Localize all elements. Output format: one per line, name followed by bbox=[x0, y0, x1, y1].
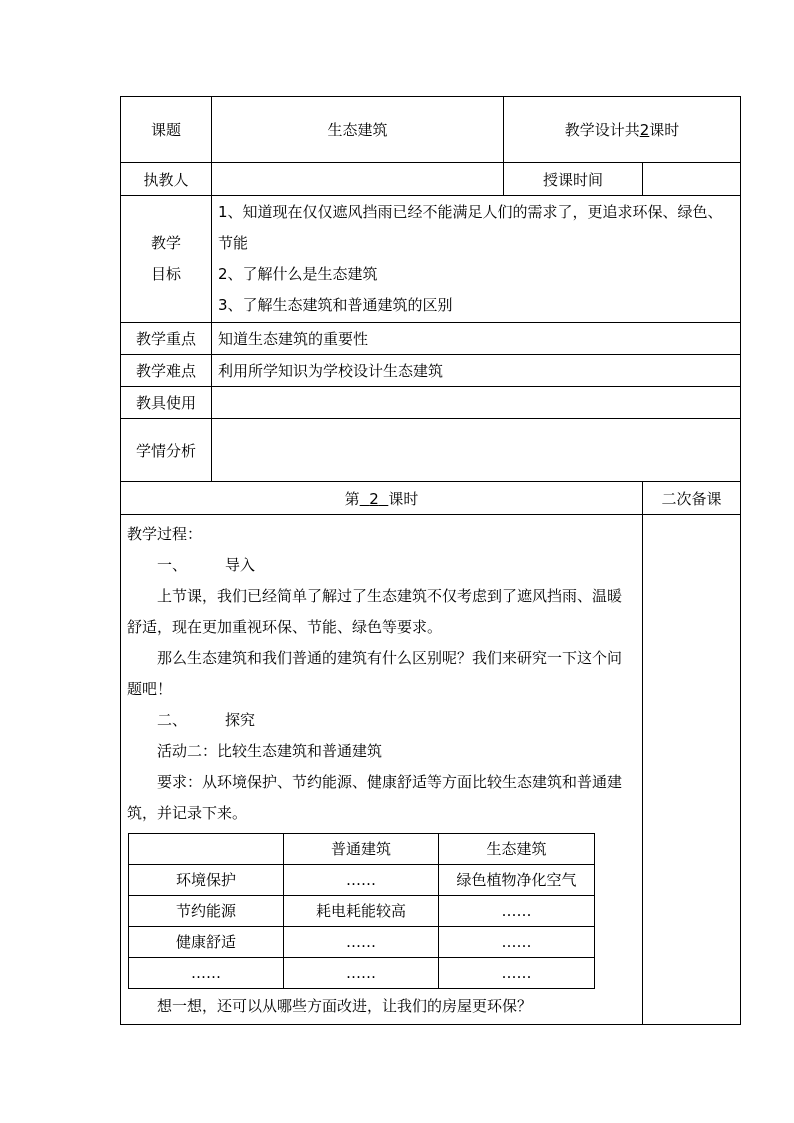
table-cell: 耗电耗能较高 bbox=[284, 896, 439, 927]
topic-row bbox=[121, 97, 741, 163]
teacher-label: 执教人 bbox=[121, 163, 212, 196]
analysis-value bbox=[212, 419, 741, 482]
lesson-prefix: 第 bbox=[344, 489, 360, 508]
goals-row bbox=[121, 196, 741, 323]
table-cell: 节约能源 bbox=[129, 896, 284, 927]
goals-label bbox=[121, 196, 212, 323]
goal-item: 3、了解生态建筑和普通建筑的区别 bbox=[218, 296, 453, 314]
second-prep-notes bbox=[643, 515, 741, 1025]
period-suffix: 课时 bbox=[649, 121, 680, 139]
difficulty-label: 教学难点 bbox=[121, 355, 212, 387]
table-row bbox=[129, 958, 595, 989]
key-point-row bbox=[121, 323, 741, 355]
time-value bbox=[643, 163, 741, 196]
section-number: 二、 bbox=[157, 711, 188, 729]
goals-label-line2: 目标 bbox=[150, 265, 181, 283]
goals-content bbox=[212, 196, 741, 323]
second-prep-header: 二次备课 bbox=[643, 482, 741, 515]
table-cell: …… bbox=[284, 865, 439, 896]
section-explore bbox=[127, 705, 636, 736]
tools-row bbox=[121, 387, 741, 419]
topic-label: 课题 bbox=[121, 97, 212, 163]
comparison-header-row bbox=[129, 834, 595, 865]
teacher-row bbox=[121, 163, 741, 196]
comparison-header bbox=[129, 834, 284, 865]
table-cell: 健康舒适 bbox=[129, 927, 284, 958]
analysis-label: 学情分析 bbox=[121, 419, 212, 482]
goal-item: 1、知道现在仅仅遮风挡雨已经不能满足人们的需求了，更追求环保、绿色、节能 bbox=[218, 203, 723, 252]
table-cell: …… bbox=[439, 896, 595, 927]
goals-label-line1: 教学 bbox=[150, 234, 181, 252]
section-title: 导入 bbox=[225, 556, 256, 574]
difficulty-row bbox=[121, 355, 741, 387]
comparison-header: 生态建筑 bbox=[439, 834, 595, 865]
key-point-label: 教学重点 bbox=[121, 323, 212, 355]
table-cell: 绿色植物净化空气 bbox=[439, 865, 595, 896]
teaching-process bbox=[121, 515, 643, 1025]
lesson-plan-table bbox=[120, 96, 741, 1025]
table-row bbox=[129, 896, 595, 927]
table-row bbox=[129, 865, 595, 896]
goal-item: 2、了解什么是生态建筑 bbox=[218, 265, 378, 283]
tools-value bbox=[212, 387, 741, 419]
tools-label: 教具使用 bbox=[121, 387, 212, 419]
table-cell: 环境保护 bbox=[129, 865, 284, 896]
time-label: 授课时间 bbox=[504, 163, 643, 196]
period-prefix: 教学设计共 bbox=[564, 121, 640, 139]
teacher-value bbox=[212, 163, 504, 196]
section-title: 探究 bbox=[225, 711, 256, 729]
lesson-number bbox=[360, 490, 389, 508]
analysis-row bbox=[121, 419, 741, 482]
process-title: 教学过程： bbox=[127, 525, 203, 543]
question-paragraph: 那么生态建筑和我们普通的建筑有什么区别呢？我们来研究一下这个问题吧！ bbox=[127, 649, 623, 698]
activity-line: 活动二：比较生态建筑和普通建筑 bbox=[157, 742, 383, 760]
table-row bbox=[129, 927, 595, 958]
section-intro bbox=[127, 550, 636, 581]
lesson-suffix: 课时 bbox=[388, 489, 419, 508]
lesson-number-value: 2 bbox=[369, 489, 379, 508]
comparison-header: 普通建筑 bbox=[284, 834, 439, 865]
requirement-paragraph: 要求：从环境保护、节约能源、健康舒适等方面比较生态建筑和普通建筑，并记录下来。 bbox=[127, 773, 623, 822]
think-prompt: 想一想，还可以从哪些方面改进，让我们的房屋更环保？ bbox=[157, 997, 533, 1015]
topic-value: 生态建筑 bbox=[212, 97, 504, 163]
table-cell: …… bbox=[439, 927, 595, 958]
period-count: 2 bbox=[639, 121, 650, 139]
section-number: 一、 bbox=[157, 556, 188, 574]
difficulty-value: 利用所学知识为学校设计生态建筑 bbox=[212, 355, 741, 387]
table-cell: …… bbox=[284, 958, 439, 989]
key-point-value: 知道生态建筑的重要性 bbox=[212, 323, 741, 355]
table-cell: …… bbox=[439, 958, 595, 989]
lesson-header-row bbox=[121, 482, 741, 515]
intro-paragraph: 上节课，我们已经简单了解过了生态建筑不仅考虑到了遮风挡雨、温暖舒适，现在更加重视环保、节能、绿色等要求。 bbox=[127, 587, 623, 636]
table-cell: …… bbox=[129, 958, 284, 989]
period-count-cell bbox=[504, 97, 741, 163]
lesson-number-cell bbox=[121, 482, 643, 515]
process-row bbox=[121, 515, 741, 1025]
table-cell: …… bbox=[284, 927, 439, 958]
comparison-table bbox=[128, 833, 595, 989]
